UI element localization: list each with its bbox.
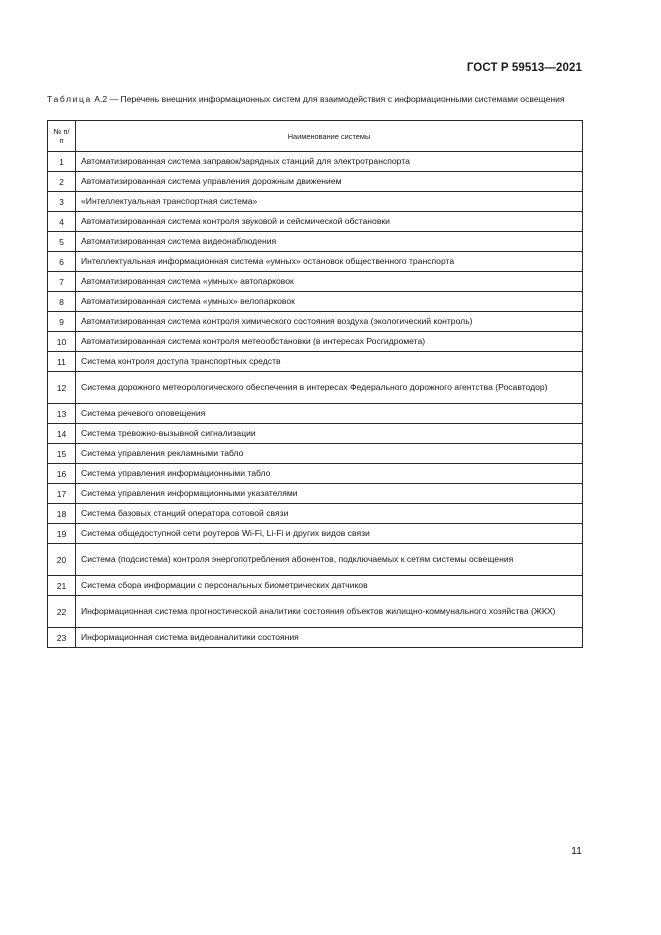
- document-code: ГОСТ Р 59513—2021: [466, 62, 582, 74]
- system-name: Автоматизированная система «умных» велопарковок: [76, 292, 583, 312]
- row-number: 19: [48, 524, 76, 544]
- system-name: Система тревожно-вызывной сигнализации: [76, 424, 583, 444]
- system-name: Система сбора информации с персональных биометрических датчиков: [76, 576, 583, 596]
- system-name: Автоматизированная система контроля химического состояния воздуха (экологический контроль): [76, 312, 583, 332]
- row-number: 20: [48, 544, 76, 576]
- system-name: Интеллектуальная информационная система «умных» остановок общественного транспорта: [76, 252, 583, 272]
- row-number: 22: [48, 596, 76, 628]
- row-number: 10: [48, 332, 76, 352]
- row-number: 8: [48, 292, 76, 312]
- row-number: 13: [48, 404, 76, 424]
- system-name: Система (подсистема) контроля энергопотребления абонентов, подключаемых к сетям системы освещения: [76, 544, 583, 576]
- table-body: [48, 152, 583, 648]
- row-number: 17: [48, 484, 76, 504]
- system-name: Информационная система прогностической аналитики состояния объектов жилищно-коммунального хозяйства (ЖКХ): [76, 596, 583, 628]
- table-row: [48, 232, 583, 252]
- table-caption-label: Таблица: [47, 94, 92, 104]
- row-number: 7: [48, 272, 76, 292]
- system-name: Автоматизированная система видеонаблюдения: [76, 232, 583, 252]
- table-row: [48, 628, 583, 648]
- table-row: [48, 212, 583, 232]
- row-number: 16: [48, 464, 76, 484]
- row-number: 15: [48, 444, 76, 464]
- table-row: [48, 152, 583, 172]
- system-name: Автоматизированная система заправок/зарядных станций для электротранспорта: [76, 152, 583, 172]
- header-name: Наименование системы: [76, 121, 583, 152]
- system-name: Автоматизированная система «умных» автопарковок: [76, 272, 583, 292]
- system-name: Система управления информационными табло: [76, 464, 583, 484]
- system-name: Система управления рекламными табло: [76, 444, 583, 464]
- table-row: [48, 484, 583, 504]
- table-row: [48, 352, 583, 372]
- row-number: 21: [48, 576, 76, 596]
- table-row: [48, 172, 583, 192]
- table-row: [48, 192, 583, 212]
- row-number: 1: [48, 152, 76, 172]
- system-name: Автоматизированная система управления дорожным движением: [76, 172, 583, 192]
- table-row: [48, 576, 583, 596]
- row-number: 3: [48, 192, 76, 212]
- table-row: [48, 524, 583, 544]
- header-num: № п/п: [48, 121, 76, 152]
- table-row: [48, 332, 583, 352]
- table-header-row: [48, 121, 583, 152]
- table-caption-text: А.2 — Перечень внешних информационных систем для взаимодействия с информационными системами освещения: [91, 94, 565, 104]
- table-row: [48, 292, 583, 312]
- row-number: 9: [48, 312, 76, 332]
- table-row: [48, 372, 583, 404]
- row-number: 11: [48, 352, 76, 372]
- system-name: Система управления информационными указателями: [76, 484, 583, 504]
- system-name: Система дорожного метеорологического обеспечения в интересах Федерального дорожного агентства (Росавтодор): [76, 372, 583, 404]
- row-number: 2: [48, 172, 76, 192]
- table-row: [48, 404, 583, 424]
- page-number: 11: [571, 845, 582, 857]
- table-row: [48, 424, 583, 444]
- system-name: Система общедоступной сети роутеров Wi-Fi, Li-Fi и других видов связи: [76, 524, 583, 544]
- system-name: «Интеллектуальная транспортная система»: [76, 192, 583, 212]
- table-row: [48, 444, 583, 464]
- table-caption: [47, 94, 583, 105]
- system-name: Автоматизированная система контроля метеообстановки (в интересах Росгидромета): [76, 332, 583, 352]
- table-row: [48, 544, 583, 576]
- row-number: 23: [48, 628, 76, 648]
- table-row: [48, 312, 583, 332]
- system-name: Система контроля доступа транспортных средств: [76, 352, 583, 372]
- row-number: 4: [48, 212, 76, 232]
- system-name: Система базовых станций оператора сотовой связи: [76, 504, 583, 524]
- table-row: [48, 252, 583, 272]
- system-name: Информационная система видеоаналитики состояния: [76, 628, 583, 648]
- system-name: Автоматизированная система контроля звуковой и сейсмической обстановки: [76, 212, 583, 232]
- row-number: 14: [48, 424, 76, 444]
- table-row: [48, 272, 583, 292]
- row-number: 6: [48, 252, 76, 272]
- system-name: Система речевого оповещения: [76, 404, 583, 424]
- table-row: [48, 504, 583, 524]
- systems-table: [47, 120, 583, 648]
- row-number: 12: [48, 372, 76, 404]
- row-number: 5: [48, 232, 76, 252]
- table-row: [48, 464, 583, 484]
- table-row: [48, 596, 583, 628]
- row-number: 18: [48, 504, 76, 524]
